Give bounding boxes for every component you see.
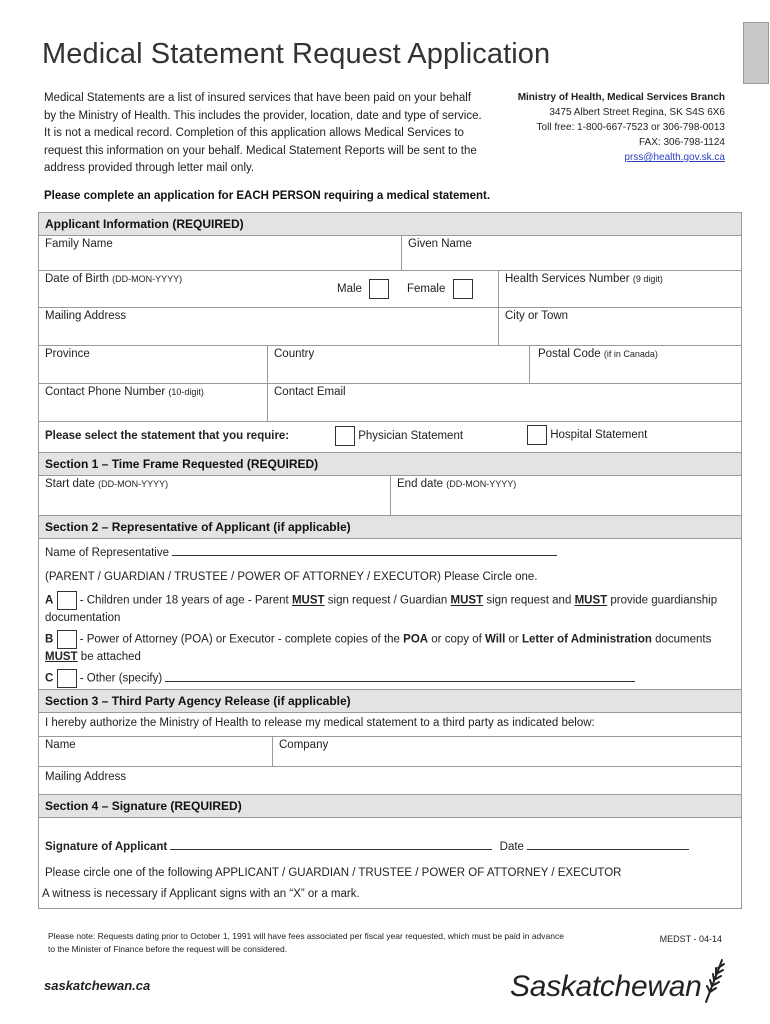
ministry-tollfree: Toll free: 1-800-667-7523 or 306-798-0013 [536, 122, 725, 133]
representative-block [39, 539, 741, 690]
authorize-row [39, 713, 741, 737]
third-party-mailing-row [39, 767, 741, 795]
option-b [45, 630, 735, 666]
end-date-format: (DD-MON-YYYY) [446, 479, 517, 489]
start-date-field[interactable] [39, 476, 390, 515]
hospital-label: Hospital Statement [550, 429, 648, 442]
third-party-company-label: Company [279, 739, 329, 751]
option-b-must: MUST [45, 651, 78, 663]
postal-code-field[interactable] [529, 346, 741, 383]
city-label: City or Town [505, 310, 569, 322]
section1-header: Section 1 – Time Frame Requested (REQUIRED) [39, 453, 741, 475]
hsn-format: (9 digit) [632, 274, 663, 284]
section4-header-row [39, 795, 741, 818]
option-a-text2: sign request / Guardian [327, 594, 448, 607]
applicant-header-row [39, 213, 741, 236]
signature-line [45, 837, 735, 858]
dob-format: (DD-MON-YYYY) [112, 274, 183, 284]
hospital-checkbox[interactable] [527, 425, 547, 445]
end-date-label: End date [397, 478, 444, 490]
option-a-checkbox[interactable] [57, 591, 77, 610]
option-b-text4: be attached [80, 651, 141, 663]
option-c-specify-input[interactable] [165, 681, 635, 682]
email-field[interactable] [267, 384, 741, 421]
signer-role-text: Please circle one of the following APPLICANT / GUARDIAN / TRUSTEE / POWER OF ATTORNEY / EXECUTOR [45, 867, 622, 879]
phone-field[interactable] [39, 384, 267, 421]
hsn-field[interactable] [498, 271, 741, 307]
option-a-text3: sign request and [486, 594, 572, 607]
option-b-checkbox[interactable] [57, 630, 77, 649]
province-label: Province [45, 348, 90, 360]
section2-header: Section 2 – Representative of Applicant (if applicable) [39, 516, 741, 538]
ministry-address: 3475 Albert Street Regina, SK S4S 6X6 [549, 107, 725, 118]
fees-footnote: Please note: Requests dating prior to October 1, 1991 will have fees associated per fiscal year requested, which must be paid in advance to the Minister of Finance before the request will be considered. [48, 931, 564, 954]
third-party-mailing-label: Mailing Address [45, 771, 127, 783]
option-b-poa: POA [403, 633, 429, 646]
postal-code-label: Postal Code [538, 348, 601, 360]
applicant-header: Applicant Information (REQUIRED) [39, 213, 741, 235]
given-name-field[interactable] [401, 236, 741, 270]
mailing-row [39, 308, 741, 346]
province-row [39, 346, 741, 384]
date-input[interactable] [527, 849, 689, 850]
third-party-name-field[interactable] [39, 737, 272, 766]
ministry-email-link[interactable]: prss@health.gov.sk.ca [624, 152, 725, 163]
option-c-checkbox[interactable] [57, 669, 77, 688]
option-a-label: A [45, 594, 54, 607]
female-option [407, 279, 473, 299]
female-checkbox[interactable] [453, 279, 473, 299]
option-c-text: - Other (specify) [79, 672, 163, 685]
form-code: MEDST - 04-14 [659, 934, 722, 944]
section4-header: Section 4 – Signature (REQUIRED) [39, 795, 741, 817]
dob-label: Date of Birth [45, 273, 109, 285]
province-field[interactable] [39, 346, 267, 383]
physician-label: Physician Statement [358, 430, 464, 443]
email-label: Contact Email [274, 386, 346, 398]
section1-header-row [39, 453, 741, 476]
given-name-label: Given Name [408, 238, 472, 250]
witness-note: A witness is necessary if Applicant signs with an “X” or a mark. [42, 888, 360, 900]
option-a-text4: provide guardianship documentation [45, 594, 718, 624]
third-party-name-label: Name [45, 739, 76, 751]
physician-option [335, 426, 463, 446]
section2-header-row [39, 516, 741, 539]
family-name-label: Family Name [45, 238, 113, 250]
phone-label: Contact Phone Number [45, 386, 166, 398]
signature-content [39, 818, 741, 908]
country-field[interactable] [267, 346, 529, 383]
name-row [39, 236, 741, 271]
dob-row [39, 271, 741, 308]
ministry-fax: FAX: 306-798-1124 [639, 137, 725, 148]
third-party-company-field[interactable] [272, 737, 741, 766]
family-name-field[interactable] [39, 236, 401, 270]
signature-label: Signature of Applicant [45, 841, 168, 853]
authorize-text: I hereby authorize the Ministry of Health to release my medical statement to a third party as indicated below: [45, 717, 595, 729]
signature-block [39, 818, 741, 908]
option-a-text1: - Children under 18 years of age - Parent [79, 594, 289, 607]
end-date-field[interactable] [390, 476, 741, 515]
option-b-text2: or copy of [431, 633, 482, 646]
option-b-label: B [45, 633, 54, 646]
third-party-mailing-field[interactable] [39, 767, 741, 794]
option-b-loa: Letter of Administration [521, 633, 652, 646]
date-label: Date [499, 841, 524, 853]
contact-row [39, 384, 741, 422]
option-b-will: Will [484, 633, 506, 646]
intro-paragraph: Medical Statements are a list of insured services that have been paid on your behalf by the Ministry of Health. This includes the provider, location, date and type of service. It is not a medical record. Completion of this application allows Medical Services to request this information on your behalf. Medical Statement Reports will be sent to the address provided through letter mail only. [44, 92, 482, 174]
option-b-or: or [508, 633, 519, 646]
mailing-address-field[interactable] [39, 308, 498, 345]
rep-name-line [45, 545, 735, 562]
phone-format: (10-digit) [168, 387, 204, 397]
country-label: Country [274, 348, 315, 360]
option-a-must3: MUST [574, 594, 608, 607]
application-form [38, 212, 742, 909]
rep-roles: (PARENT / GUARDIAN / TRUSTEE / POWER OF ATTORNEY / EXECUTOR) Please Circle one. [45, 571, 538, 583]
statement-select [39, 422, 741, 452]
website-url[interactable]: saskatchewan.ca [44, 978, 151, 993]
dob-field[interactable] [39, 271, 498, 307]
side-tab-marker [743, 22, 769, 84]
mailing-address-label: Mailing Address [45, 310, 127, 322]
statement-type-row [39, 422, 741, 453]
saskatchewan-logo [510, 958, 728, 1004]
male-option [337, 279, 389, 299]
page-title: Medical Statement Request Application [42, 38, 551, 70]
hsn-label: Health Services Number [505, 273, 630, 285]
rep-name-input[interactable] [172, 555, 557, 556]
rep-name-label: Name of Representative [45, 547, 170, 559]
option-c-label: C [45, 672, 54, 685]
section3-header-row [39, 690, 741, 713]
option-c [45, 669, 735, 688]
start-date-label: Start date [45, 478, 95, 490]
option-a [45, 591, 735, 627]
ministry-contact-block [518, 90, 725, 165]
ministry-name: Ministry of Health, Medical Services Branch [517, 92, 725, 103]
female-label: Female [407, 283, 446, 296]
signature-input[interactable] [170, 849, 492, 850]
timeframe-row [39, 476, 741, 516]
logo-wordmark: Saskatchewan [510, 970, 702, 1003]
postal-code-note: (if in Canada) [603, 349, 658, 359]
city-field[interactable] [498, 308, 741, 345]
option-a-must1: MUST [291, 594, 325, 607]
physician-checkbox[interactable] [335, 426, 355, 446]
option-b-text1: - Power of Attorney (POA) or Executor - complete copies of the [79, 633, 400, 646]
third-party-row [39, 737, 741, 767]
wheat-icon [702, 958, 728, 1004]
section3-header: Section 3 – Third Party Agency Release (if applicable) [39, 690, 741, 712]
representative-content [39, 539, 741, 689]
male-checkbox[interactable] [369, 279, 389, 299]
hospital-option [527, 425, 647, 445]
male-label: Male [337, 283, 362, 296]
statement-select-label: Please select the statement that you require: [45, 430, 290, 442]
option-b-text3: documents [655, 633, 712, 646]
option-a-must2: MUST [450, 594, 484, 607]
start-date-format: (DD-MON-YYYY) [98, 479, 169, 489]
instruction-text: Please complete an application for EACH PERSON requiring a medical statement. [44, 190, 491, 202]
